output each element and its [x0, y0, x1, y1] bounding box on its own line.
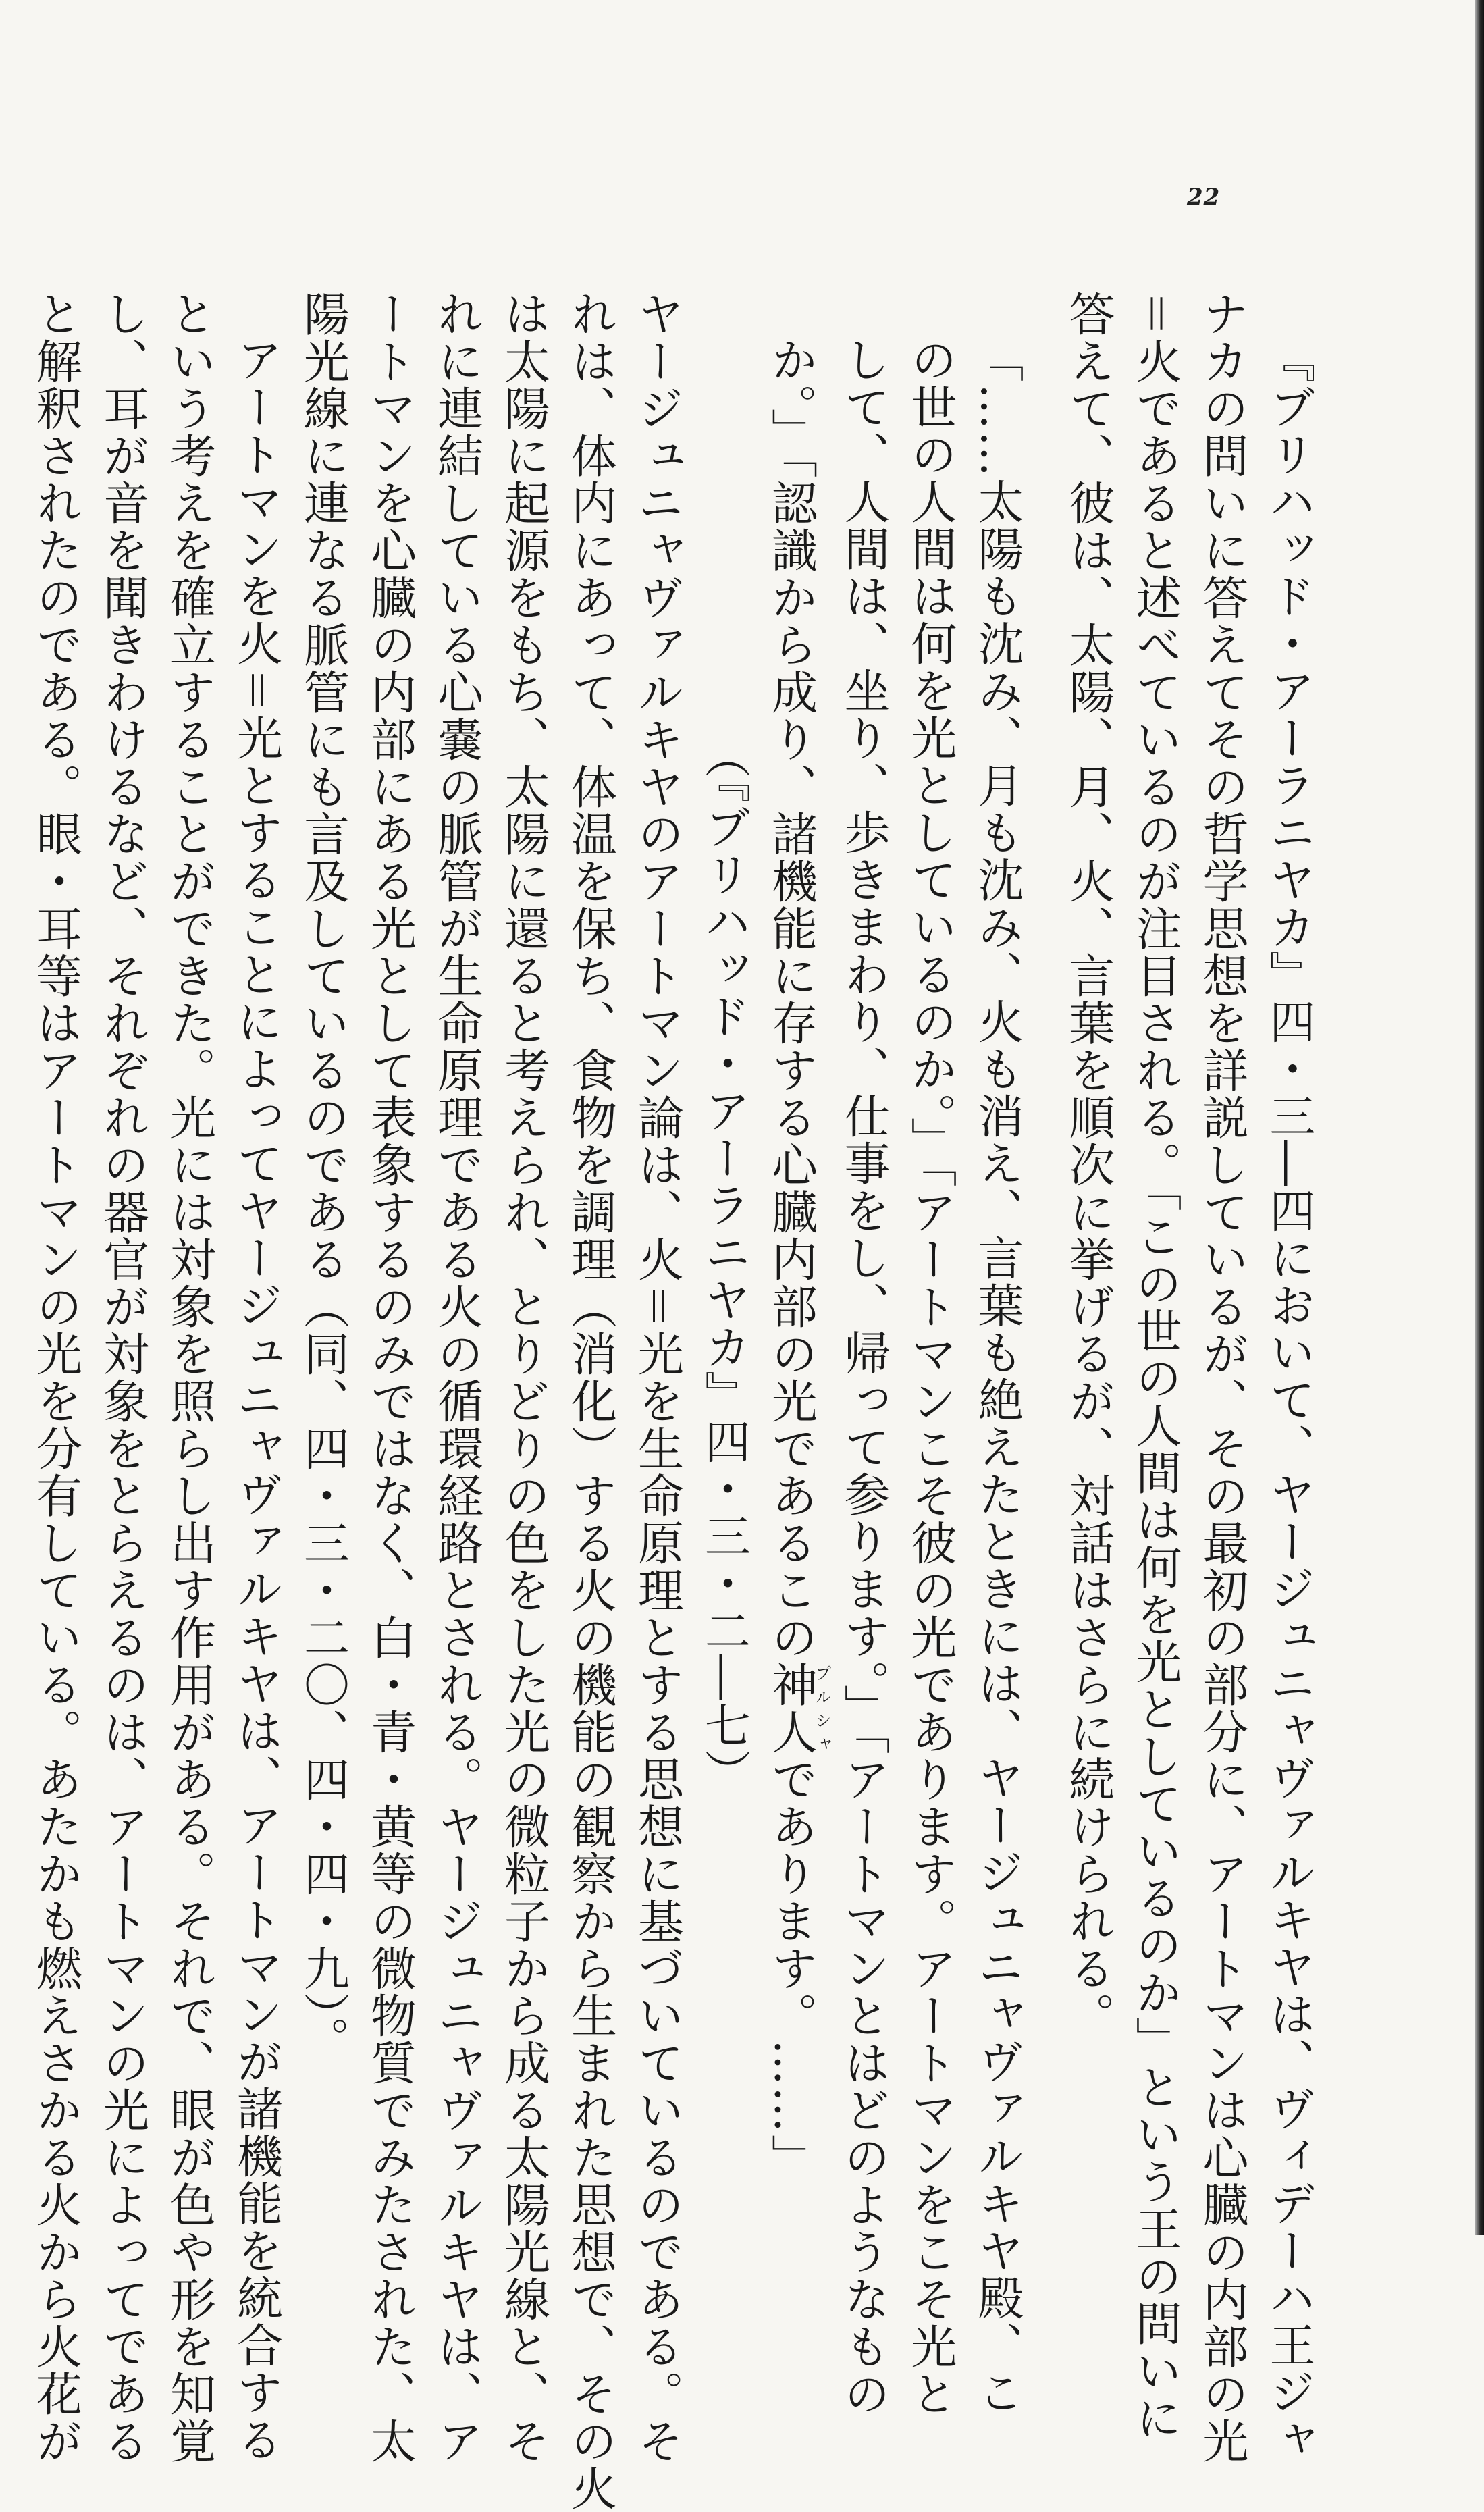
text-line: アートマンを火＝光とすることによってヤージュニャヴァルキヤは、アートマンが諸機能を統合する: [229, 336, 283, 2463]
quote-text: であります。……」: [764, 1756, 818, 2181]
page-number: 22: [1187, 184, 1221, 211]
paragraph-gap: [1030, 290, 1055, 1938]
text-line: れは、体内にあって、体温を保ち、食物を調理（消化）する火の機能の観察から生まれた思想で、その火: [563, 290, 617, 2512]
text-line: れに連結している心嚢の脈管が生命原理である火の循環経路とされる。ヤージュニャヴァルキヤは、ア: [429, 290, 483, 2465]
ruby-reading: プルシャ: [812, 1661, 831, 1756]
text-line: は太陽に起源をもち、太陽に還ると考えられ、とりどりの色をした光の微粒子から成る太陽光線と、そ: [496, 290, 550, 2465]
quote-line: の世の人間は何を光としているのか。」「アートマンこそ彼の光であります。アートマンをこそ光と: [903, 336, 957, 2417]
text-line: し、耳が音を聞きわけるなど、それぞれの器官が対象をとらえるのは、アートマンの光によってである: [95, 290, 149, 2465]
text-line: 答えて、彼は、太陽、月、火、言葉を順次に挙げるが、対話はさらに続けられる。: [1061, 290, 1115, 2039]
text-line: 『ブリハッド・アーラニヤカ』四・三―四において、ヤージュニャヴァルキヤは、ヴィデーハ王ジャ: [1262, 336, 1315, 2463]
quote-text: か。」「認識から成り、諸機能に存する心臓内部の光であるこの: [764, 336, 818, 1661]
page-edge-shadow: [1475, 0, 1484, 2235]
quote-line: [758, 290, 831, 2181]
quote-line: 「……太陽も沈み、月も沈み、火も消え、言葉も絶えたときには、ヤージュニャヴァルキヤ殿、こ: [970, 336, 1024, 2416]
text-line: と解釈されたのである。眼・耳等はアートマンの光を分有している。あたかも燃えさかる火から火花が: [28, 290, 82, 2465]
ruby-base: 神人: [764, 1661, 818, 1756]
text-line: ヤージュニャヴァルキヤのアートマン論は、火＝光を生命原理とする思想に基づいているのである。そ: [630, 290, 684, 2465]
quote-line: して、人間は、坐り、歩きまわり、仕事をし、帰って参ります。」「アートマンとはどのようなもの: [837, 336, 890, 2417]
text-line: ートマンを心臓の内部にある光として表象するのみではなく、白・青・黄等の微物質でみたされた、太: [363, 290, 417, 2465]
text-line: という考えを確立することができた。光には対象を照らし出す作用がある。それで、眼が色や形を知覚: [162, 290, 216, 2465]
text-line: 陽光線に連なる脈管にも言及しているのである（同、四・三・二〇、四・四・九）。: [296, 290, 350, 2064]
ruby-purusha: [764, 1661, 831, 1756]
quote-source: （『ブリハッド・アーラニヤカ』四・三・二―七）: [697, 732, 751, 1796]
text-line: ナカの問いに答えてその哲学思想を詳説しているが、その最初の部分に、アートマンは心臓の内部の光: [1195, 290, 1248, 2465]
vertical-text-block: [22, 290, 1323, 2512]
text-line: ＝火であると述べているのが注目される。「この世の人間は何を光としているのか」という王の問いに: [1128, 290, 1182, 2442]
